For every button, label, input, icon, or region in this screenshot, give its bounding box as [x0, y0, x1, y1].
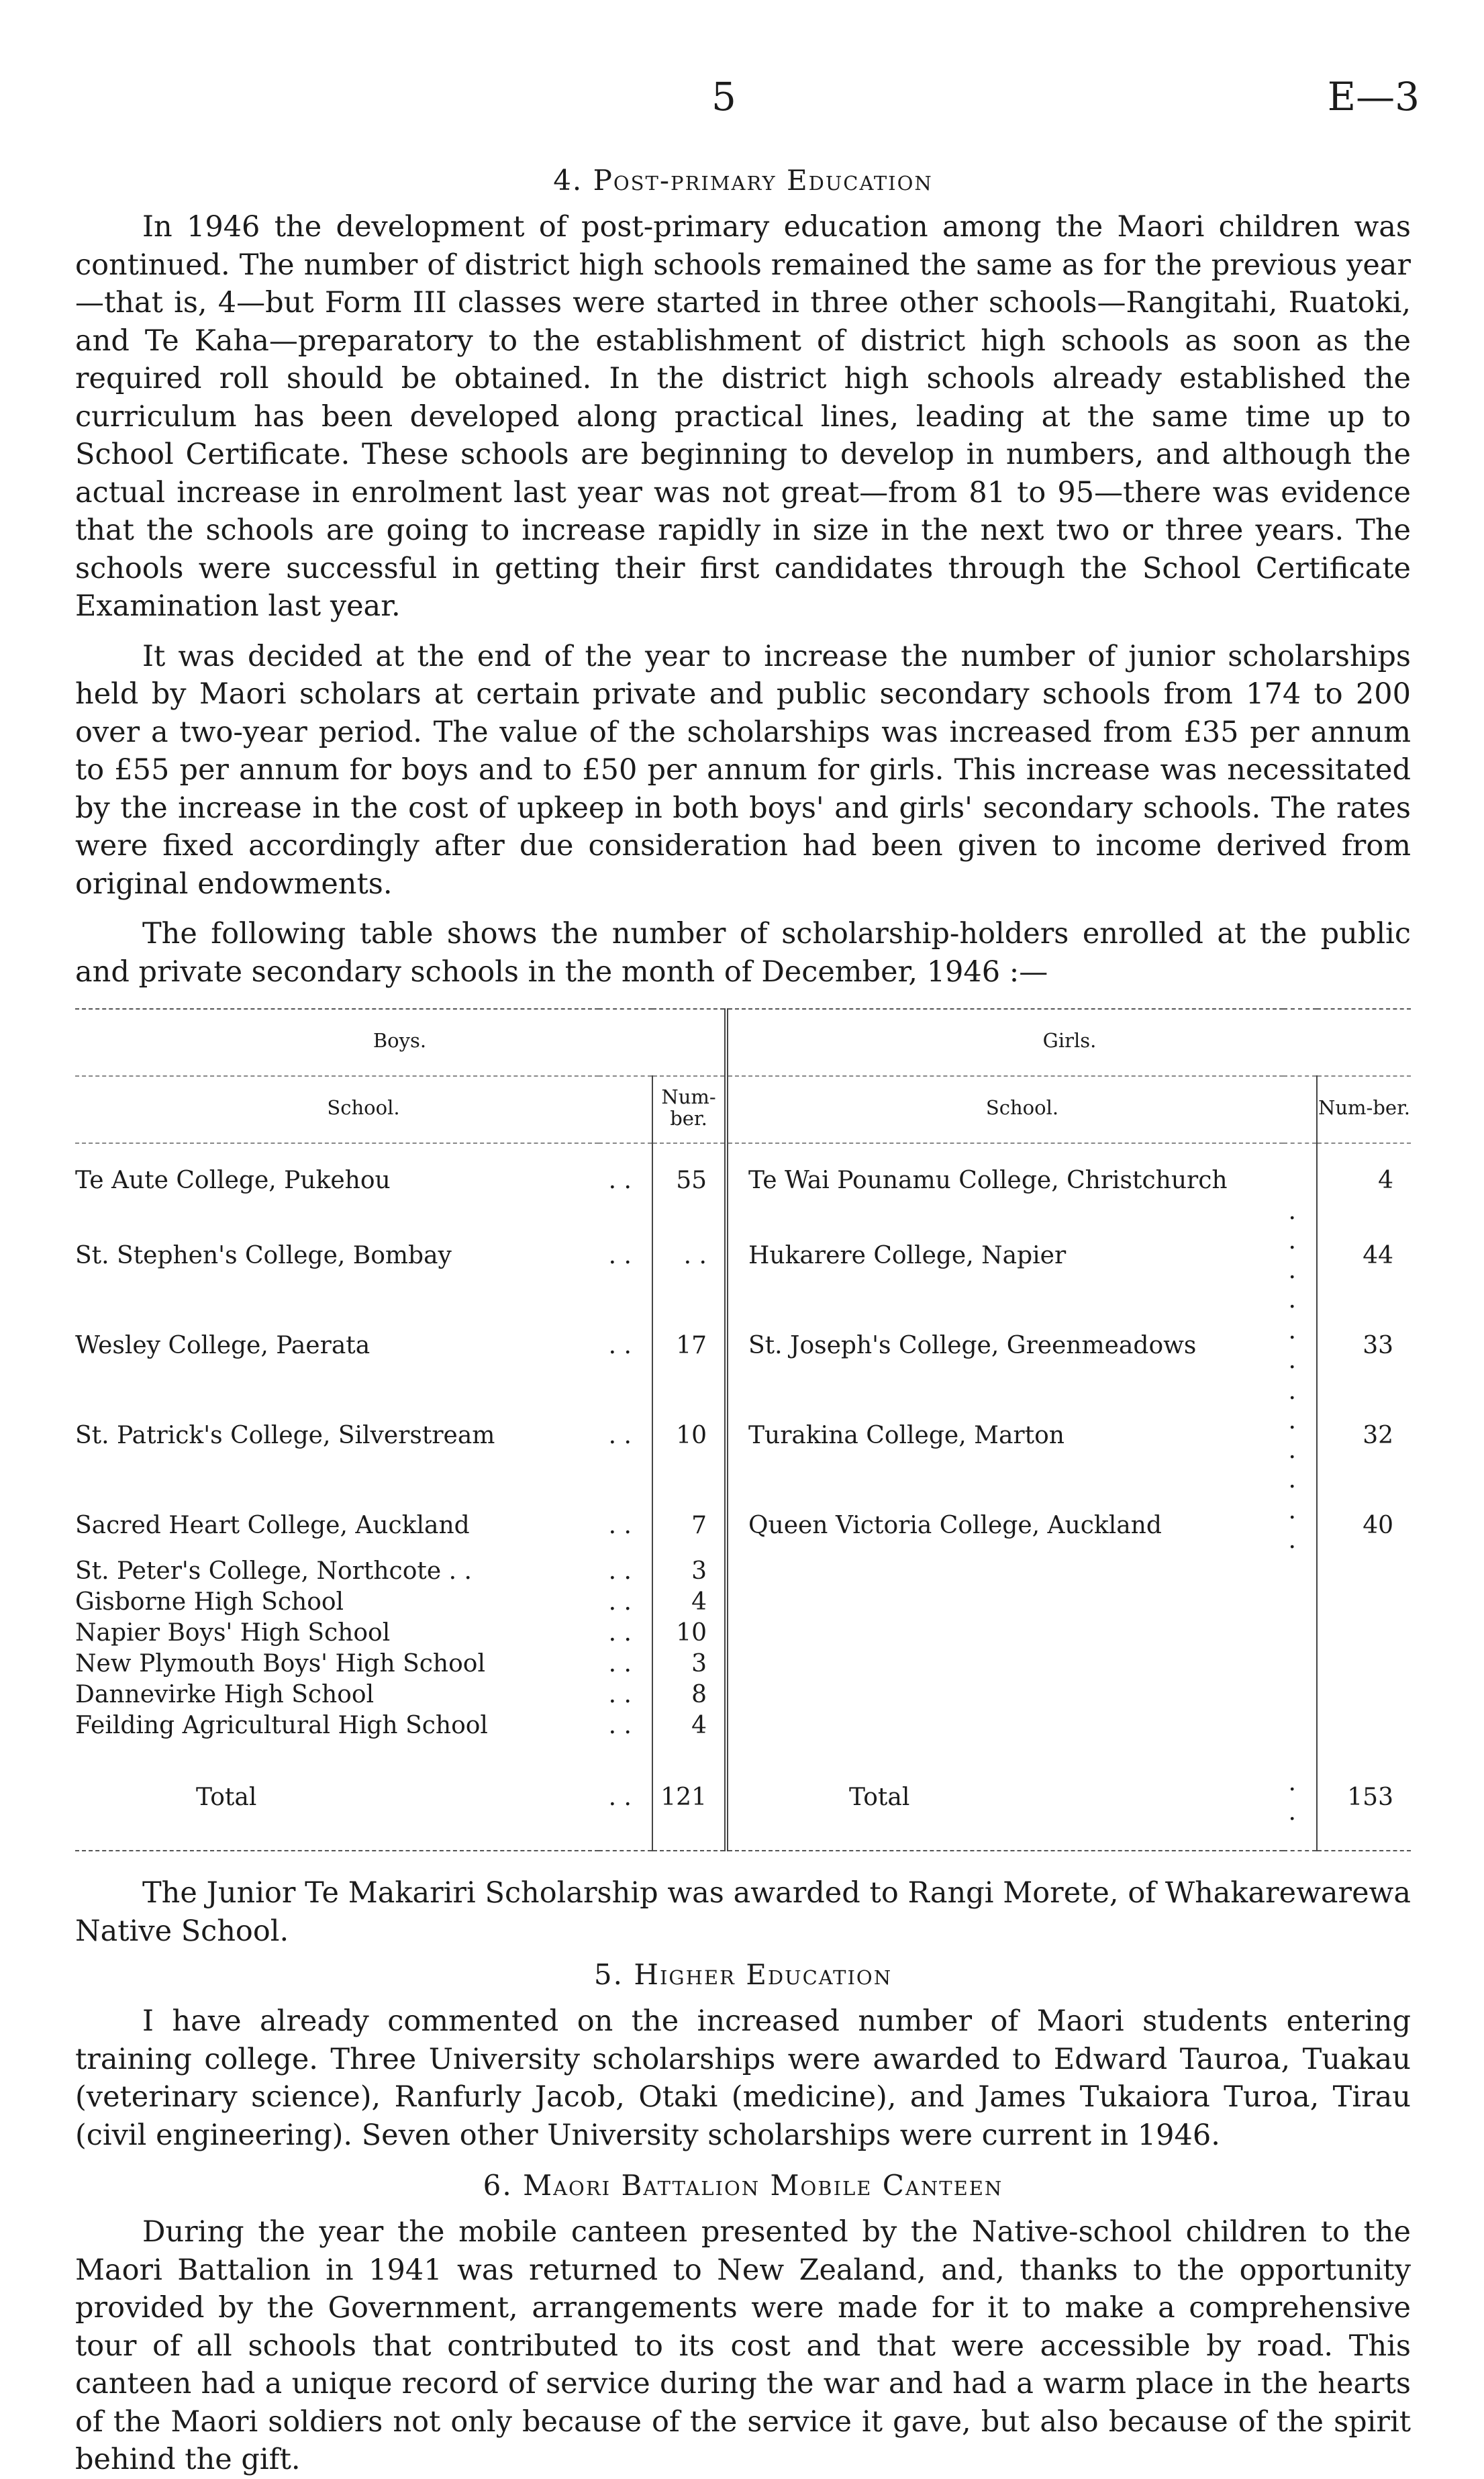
boys-school-name: Wesley College, Paerata [75, 1332, 370, 1359]
leader-dots [1283, 1556, 1317, 1587]
girls-number [1317, 1618, 1411, 1649]
boys-school-name: Sacred Heart College, Auckland [75, 1512, 470, 1539]
girls-total: 153 [1317, 1741, 1411, 1851]
leader-dots: . . [608, 1242, 632, 1269]
boys-school-name: Gisborne High School [75, 1588, 344, 1616]
girls-school-name [726, 1618, 1283, 1649]
leader-dots: . . [608, 1619, 632, 1647]
leader-dots: . . [1288, 1317, 1296, 1374]
girls-school-name [726, 1680, 1283, 1710]
leader-dots: . . [608, 1650, 632, 1678]
leader-dots: . . [608, 1332, 632, 1359]
girls-school-name: Hukarere College, Napier [748, 1242, 1067, 1269]
table-row [75, 1196, 1411, 1316]
girls-school-name [726, 1587, 1283, 1618]
girls-number [1317, 1556, 1411, 1587]
boys-number: 4 [652, 1710, 726, 1741]
leader-dots: . . [1288, 1769, 1296, 1826]
page-body [75, 161, 1411, 2479]
paragraph: The following table shows the number of scholarship-holders enrolled at the public and private secondary schools in the month of December, 1946 :— [75, 917, 1411, 989]
section-heading-post-primary: 4. Post-primary Education [553, 164, 933, 197]
boys-number: 17 [652, 1316, 726, 1376]
boys-school-name: Te Aute College, Pukehou [75, 1167, 391, 1194]
boys-number: 7 [652, 1496, 726, 1556]
paragraph: I have already commented on the increased number of Maori students entering training college. Three University scholarships were awarded to Edward Tauroa, Tuakau (veterinary science), Ranfurly Jacob, Otaki (medicine), and James Tukaiora Turoa, Tirau (civil engineering). Seven other University scholarships were current in 1946. [75, 2004, 1411, 2152]
girls-number-column-header: Num-ber. [1317, 1076, 1411, 1143]
leader-dots: . . [608, 1588, 632, 1616]
leader-dots [1283, 1165, 1317, 1196]
boys-number: 8 [652, 1680, 726, 1710]
section-heading-higher-education: 5. Higher Education [593, 1958, 893, 1991]
girls-number [1317, 1680, 1411, 1710]
girls-school-name: Queen Victoria College, Auckland [748, 1512, 1162, 1539]
leader-dots: . . [608, 1681, 632, 1708]
leader-dots: . . [608, 1784, 632, 1811]
girls-school-name: St. Joseph's College, Greenmeadows [748, 1332, 1197, 1359]
girls-number: 40 [1317, 1496, 1411, 1556]
scholarship-table [75, 1008, 1411, 1851]
girls-school-name [726, 1710, 1283, 1741]
girls-number [1317, 1587, 1411, 1618]
girls-number [1317, 1710, 1411, 1741]
leader-dots [1283, 1618, 1317, 1649]
leader-dots [1283, 1649, 1317, 1680]
girls-school-name: Te Wai Pounamu College, Christchurch [748, 1167, 1228, 1194]
girls-school-name: Turakina College, Marton [748, 1422, 1065, 1449]
paragraph: In 1946 the development of post-primary education among the Maori children was continued. The number of district high schools remained the same as for the previous year—that is, 4—but Form III classes were started in three other schools—Rangitahi, Ruatoki, and Te Kaha—preparatory to the establishment of district high schools as soon as the required roll should be obtained. In the district high schools already established the curriculum has been developed along practical lines, leading at the same time up to School Certificate. These schools are beginning to develop in numbers, and although the actual increase in enrolment last year was not great—from 81 to 95—there was evidence that the schools are going to increase rapidly in size in the next two or three years. The schools were successful in getting their first candidates through the School Certificate Examination last year. [75, 210, 1411, 623]
paragraph: During the year the mobile canteen presented by the Native-school children to the Maori Battalion in 1941 was returned to New Zealand, and, thanks to the opportunity provided by the Government, arrangements were made for it to make a comprehensive tour of all schools that contributed to its cost and that were accessible by road. This canteen had a unique record of service during the war and had a warm place in the hearts of the Maori soldiers not only because of the service it gave, but also because of the spirit behind the gift. [75, 2215, 1411, 2476]
report-code: E—3 [1327, 74, 1420, 119]
boys-school-name: St. Patrick's College, Silverstream [75, 1422, 495, 1449]
boys-number: 3 [652, 1556, 726, 1587]
section-heading-maori-battalion-canteen: 6. Maori Battalion Mobile Canteen [483, 2169, 1003, 2202]
girls-school-column-header: School. [726, 1076, 1317, 1143]
leader-dots [1283, 1710, 1317, 1741]
boys-number: . . [652, 1196, 726, 1316]
table-row [75, 1618, 1411, 1649]
girls-number: 33 [1317, 1316, 1411, 1376]
table-row [75, 1376, 1411, 1496]
boys-school-name: Napier Boys' High School [75, 1619, 391, 1647]
leader-dots: . . [608, 1167, 632, 1194]
leader-dots: . . [1288, 1497, 1296, 1554]
boys-school-name: Dannevirke High School [75, 1681, 375, 1708]
table-row [75, 1496, 1411, 1556]
boys-number-column-header: Num-ber. [652, 1076, 726, 1143]
paragraph: The Junior Te Makariri Scholarship was awarded to Rangi Morete, of Whakarewarewa Native School. [75, 1876, 1411, 1948]
girls-school-name [726, 1649, 1283, 1680]
leader-dots: . . . . [1288, 1377, 1296, 1494]
girls-number: 32 [1317, 1376, 1411, 1496]
girls-header: Girls. [726, 1009, 1411, 1076]
leader-dots [1283, 1680, 1317, 1710]
boys-school-column-header: School. [75, 1076, 652, 1143]
girls-number: 44 [1317, 1196, 1411, 1316]
boys-number: 10 [652, 1618, 726, 1649]
table-row [75, 1587, 1411, 1618]
boys-number: 3 [652, 1649, 726, 1680]
boys-school-name: Feilding Agricultural High School [75, 1712, 488, 1739]
boys-header: Boys. [75, 1009, 726, 1076]
boys-school-name: St. Stephen's College, Bombay [75, 1242, 452, 1269]
girls-number [1317, 1649, 1411, 1680]
total-row [75, 1741, 1411, 1851]
girls-number: 4 [1317, 1165, 1411, 1196]
leader-dots: . . . . [1288, 1198, 1296, 1314]
table-row [75, 1316, 1411, 1376]
boys-number: 4 [652, 1587, 726, 1618]
boys-number: 55 [652, 1165, 726, 1196]
leader-dots [1283, 1587, 1317, 1618]
paragraph: It was decided at the end of the year to increase the number of junior scholarships held by Maori scholars at certain private and public secondary schools from 174 to 200 over a two-year period. The value of the scholarships was increased from £35 per annum to £55 per annum for boys and to £50 per annum for girls. This increase was necessitated by the increase in the cost of upkeep in both boys' and girls' secondary schools. The rates were fixed accordingly after due consideration had been given to income derived from original endowments. [75, 639, 1411, 901]
table-row [75, 1556, 1411, 1587]
boys-number: 10 [652, 1376, 726, 1496]
leader-dots: . . [608, 1712, 632, 1739]
table-row [75, 1680, 1411, 1710]
boys-total-label: Total [196, 1784, 257, 1811]
boys-school-name: St. Peter's College, Northcote . . [75, 1557, 472, 1585]
girls-total-label: Total [849, 1784, 910, 1811]
girls-school-name [726, 1556, 1283, 1587]
leader-dots: . . [608, 1422, 632, 1449]
leader-dots: . . [608, 1557, 632, 1585]
leader-dots: . . [608, 1512, 632, 1539]
table-row [75, 1649, 1411, 1680]
boys-total: 121 [652, 1741, 726, 1851]
page-number: 5 [711, 74, 736, 119]
boys-school-name: New Plymouth Boys' High School [75, 1650, 485, 1678]
table-row [75, 1710, 1411, 1741]
table-row [75, 1165, 1411, 1196]
